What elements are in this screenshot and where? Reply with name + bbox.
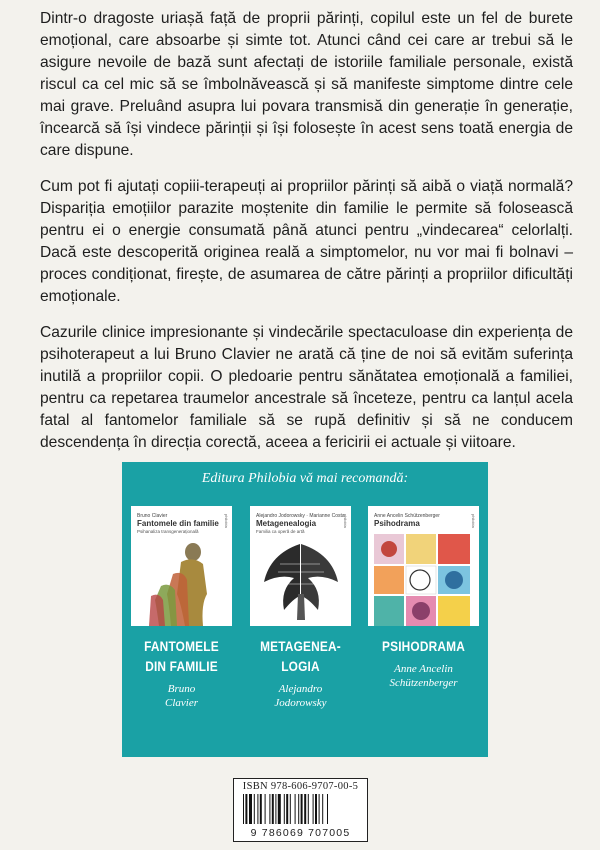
back-cover-blurb bbox=[40, 8, 573, 468]
book-author-line-2: Schützenberger bbox=[389, 677, 458, 689]
recommendations-heading: Editura Philobia vă mai recomandă: bbox=[201, 471, 409, 486]
book-author-line-1: Alejandro bbox=[278, 683, 323, 695]
book-series-label: philobia bbox=[224, 514, 229, 528]
silhouette-illustration bbox=[131, 534, 232, 626]
tree-wings-illustration bbox=[250, 534, 351, 626]
isbn-label: ISBN 978-606-9707-00-5 bbox=[242, 781, 359, 792]
book-title-line-1: PSIHODRAMA bbox=[381, 638, 466, 654]
book-author-small: Bruno Clavier bbox=[137, 513, 168, 519]
book-title-panel bbox=[250, 626, 351, 742]
barcode-bars bbox=[243, 794, 358, 824]
book-small-title: Fantomele din familie bbox=[137, 519, 219, 528]
book-small-subtitle: Familia ca operă de artă bbox=[256, 529, 305, 534]
colorful-heads-illustration bbox=[368, 534, 479, 626]
book-title-panel bbox=[368, 626, 479, 742]
book-title-line-1: METAGENEA- bbox=[260, 638, 341, 654]
book-small-title: Metagenealogia bbox=[256, 519, 317, 528]
book-cover-psihodrama bbox=[368, 506, 479, 742]
isbn-barcode bbox=[233, 778, 368, 842]
blurb-paragraph-1: Dintr-o dragoste uriașă față de proprii părinți, copilul este un fel de burete emoțional, care absoarbe și simte tot. Atunci când cei care ar trebui să le asigure nevoile de bază sunt afectați de istoriile familiale personale, există riscul ca cel mic să se îmbolnăvească și să manifeste simptome dintre cele mai grave. Preluând asupra lui povara transmisă din generație în generație, încearcă să își vindece părinții și își folosește în acest sens toată energia de care dispune. bbox=[40, 10, 573, 159]
ean-digits: 9 786069 707005 bbox=[250, 827, 351, 839]
book-title-line-2: LOGIA bbox=[281, 658, 320, 674]
book-cover-metagenealogia bbox=[250, 506, 351, 742]
book-small-title: Psihodrama bbox=[374, 519, 420, 528]
publisher-recommendations-panel bbox=[122, 462, 488, 757]
book-author-line-2: Jodorowsky bbox=[274, 697, 327, 709]
book-cover-fantomele bbox=[131, 506, 232, 742]
book-small-subtitle: Psihanaliza transgenerațională bbox=[137, 529, 199, 534]
blurb-paragraph-3: Cazurile clinice impresionante și vindecările spectaculoase din experiența de psihoterapeut a lui Bruno Clavier ne arată că ține de noi să evităm suferința inutilă a propriilor copii. O pledoarie pentru sănătatea emoțională a familiei, pentru ca repetarea traumelor ancestrale să înceteze, pentru ca lanțul acela fatal al fantomelor familiale să se rupă definitiv și să ne conducem descendența în direcția corectă, aceea a fericirii ei actuale și viitoare. bbox=[40, 324, 573, 451]
book-author-small: Alejandro Jodorowsky · Marianne Costa bbox=[256, 513, 345, 519]
book-author-line-1: Bruno bbox=[167, 683, 196, 695]
blurb-paragraph-2: Cum pot fi ajutați copiii-terapeuți ai propriilor părinți să aibă o viață normală? Dispariția emoțiilor parazite moștenite din familie le permite să folosească pentru ei o energie consumată până atunci pentru „vindecarea“ celorlalți. Dacă este descoperită originea reală a simptomelor, nu vor mai fi bolnavi – proces condiționat, firește, de asumarea de către părinți a propriilor dificultăți emoționale. bbox=[40, 178, 573, 305]
book-title-panel bbox=[131, 626, 232, 742]
book-author-small: Anne Ancelin Schützenberger bbox=[374, 513, 440, 519]
book-series-label: philobia bbox=[343, 514, 348, 528]
book-title-line-1: FANTOMELE bbox=[144, 638, 219, 654]
book-title-line-2: DIN FAMILIE bbox=[145, 658, 218, 674]
book-series-label: philobia bbox=[471, 514, 476, 528]
book-author-line-1: Anne Ancelin bbox=[394, 663, 453, 675]
book-author-line-2: Clavier bbox=[165, 697, 198, 709]
